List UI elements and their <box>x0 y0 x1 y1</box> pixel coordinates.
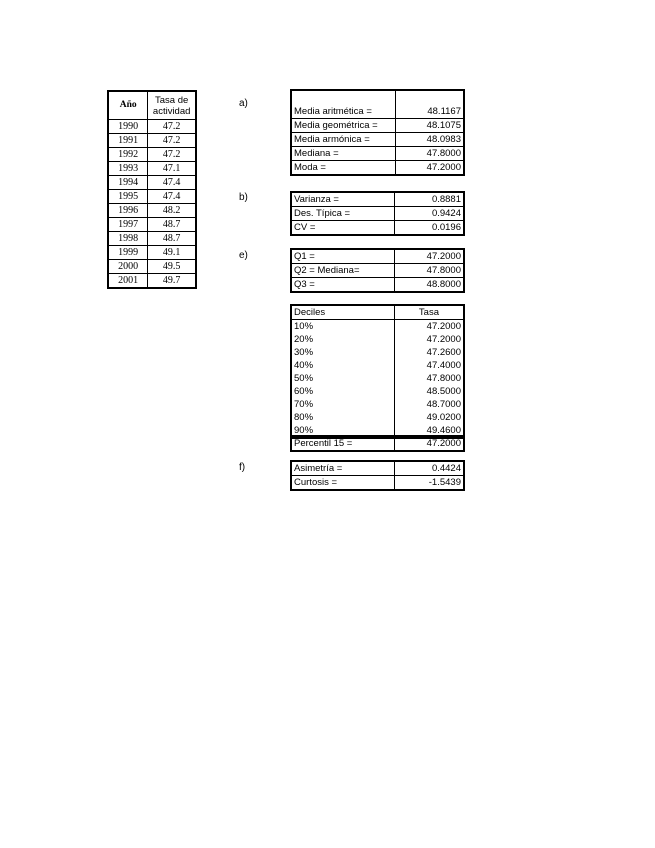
rate-cell: 48.7 <box>148 232 196 246</box>
table-row <box>108 246 196 260</box>
deciles-header <box>291 305 464 320</box>
table-row <box>108 176 196 190</box>
section-label-e: e) <box>239 250 248 261</box>
table-row <box>108 204 196 218</box>
decile-value: 47.2000 <box>426 321 461 332</box>
table-row <box>108 260 196 274</box>
table-row <box>108 274 196 289</box>
year-rate-table <box>107 90 197 289</box>
stat-label: Varianza = <box>291 192 395 207</box>
stat-label: Media aritmética = <box>291 90 395 119</box>
stat-label: CV = <box>291 221 395 236</box>
decile-label: 70% <box>291 398 394 411</box>
rate-cell: 47.4 <box>148 190 196 204</box>
section-label-f: f) <box>239 462 246 473</box>
rate-cell: 49.5 <box>148 260 196 274</box>
stat-label: Media geométrica = <box>291 119 395 133</box>
decile-value: 47.4000 <box>426 360 461 371</box>
stat-value: 0.9424 <box>395 207 464 221</box>
decile-label: 10% <box>291 320 394 334</box>
stat-label: Q2 = Mediana= <box>291 264 395 278</box>
stat-label: Moda = <box>291 161 395 176</box>
header-rate-text: Tasa de actividad <box>152 94 191 117</box>
table-row <box>291 249 464 264</box>
year-cell: 1991 <box>108 134 148 148</box>
year-table-header <box>108 91 196 120</box>
year-cell: 1996 <box>108 204 148 218</box>
decile-label: 90% <box>291 424 394 438</box>
table-row <box>291 320 464 334</box>
table-row <box>291 278 464 293</box>
table-row <box>291 207 464 221</box>
table-row <box>291 346 464 359</box>
stat-value: 48.1075 <box>395 119 464 133</box>
table-row <box>291 372 464 385</box>
table-row <box>291 359 464 372</box>
year-cell: 1997 <box>108 218 148 232</box>
stat-value: 48.0983 <box>395 133 464 147</box>
stat-label: Des. Típica = <box>291 207 395 221</box>
shape-table <box>290 460 465 491</box>
decile-label: 30% <box>291 346 394 359</box>
table-row <box>108 218 196 232</box>
stat-value: -1.5439 <box>428 477 461 488</box>
table-row <box>291 133 464 147</box>
table-row <box>291 147 464 161</box>
table-row <box>291 161 464 176</box>
table-row <box>108 148 196 162</box>
stat-label: Q3 = <box>291 278 395 293</box>
rate-cell: 48.7 <box>148 218 196 232</box>
table-row <box>291 411 464 424</box>
table-row <box>108 120 196 134</box>
table-row <box>291 90 464 119</box>
table-row <box>291 476 464 491</box>
table-row <box>291 119 464 133</box>
table-row <box>291 461 464 476</box>
year-cell: 2001 <box>108 274 148 289</box>
table-row <box>291 221 464 236</box>
deciles-header-value: Tasa <box>394 305 464 320</box>
stat-value: 0.4424 <box>395 461 464 476</box>
deciles-table <box>290 304 465 439</box>
table-row <box>291 385 464 398</box>
header-rate <box>148 91 196 120</box>
stat-value: 0.8881 <box>395 192 464 207</box>
percentile-label: Percentil 15 = <box>291 436 395 451</box>
year-cell: 1993 <box>108 162 148 176</box>
decile-label: 60% <box>291 385 394 398</box>
table-row <box>291 264 464 278</box>
year-cell: 1995 <box>108 190 148 204</box>
stat-label: Asimetría = <box>291 461 395 476</box>
table-row <box>108 190 196 204</box>
stat-value: 47.2000 <box>395 249 464 264</box>
stat-label: Mediana = <box>291 147 395 161</box>
rate-cell: 47.1 <box>148 162 196 176</box>
rate-cell: 47.2 <box>148 134 196 148</box>
rate-cell: 47.4 <box>148 176 196 190</box>
stat-label: Media armónica = <box>291 133 395 147</box>
quartiles-table <box>290 248 465 293</box>
rate-cell: 48.2 <box>148 204 196 218</box>
percentile-table <box>290 435 465 452</box>
decile-value: 48.7000 <box>426 399 461 410</box>
table-row <box>291 398 464 411</box>
stat-value: 47.8000 <box>395 264 464 278</box>
decile-value: 47.2600 <box>426 347 461 358</box>
year-cell: 1999 <box>108 246 148 260</box>
stat-value: 0.0196 <box>395 221 464 236</box>
rate-cell: 47.2 <box>148 120 196 134</box>
year-cell: 1998 <box>108 232 148 246</box>
decile-label: 50% <box>291 372 394 385</box>
stat-value: 48.8000 <box>395 278 464 293</box>
table-row <box>291 333 464 346</box>
header-year: Año <box>108 91 148 120</box>
decile-value: 48.5000 <box>426 386 461 397</box>
central-tendency-table <box>290 89 465 176</box>
decile-value: 47.8000 <box>426 373 461 384</box>
table-row <box>108 134 196 148</box>
stat-label: Q1 = <box>291 249 395 264</box>
rate-cell: 47.2 <box>148 148 196 162</box>
stat-value: 47.2000 <box>395 161 464 176</box>
decile-value: 49.0200 <box>426 412 461 423</box>
table-row <box>291 192 464 207</box>
dispersion-table <box>290 191 465 236</box>
stat-value: 47.8000 <box>395 147 464 161</box>
section-label-b: b) <box>239 192 248 203</box>
percentile-value: 47.2000 <box>426 438 461 449</box>
rate-cell: 49.1 <box>148 246 196 260</box>
table-row <box>108 232 196 246</box>
stat-value: 48.1167 <box>395 90 464 119</box>
decile-value: 49.4600 <box>426 425 461 436</box>
year-cell: 1994 <box>108 176 148 190</box>
deciles-header-label: Deciles <box>291 305 394 320</box>
decile-value: 47.2000 <box>426 334 461 345</box>
table-row <box>291 436 464 451</box>
year-cell: 2000 <box>108 260 148 274</box>
rate-cell: 49.7 <box>148 274 196 289</box>
decile-label: 80% <box>291 411 394 424</box>
year-cell: 1990 <box>108 120 148 134</box>
year-cell: 1992 <box>108 148 148 162</box>
table-row <box>108 162 196 176</box>
decile-label: 40% <box>291 359 394 372</box>
stat-label: Curtosis = <box>291 476 395 491</box>
section-label-a: a) <box>239 98 248 109</box>
decile-label: 20% <box>291 333 394 346</box>
